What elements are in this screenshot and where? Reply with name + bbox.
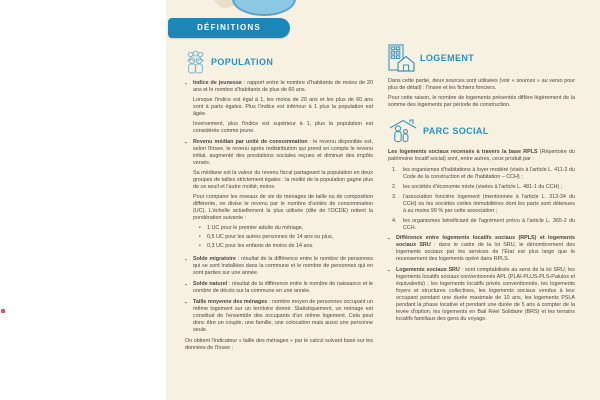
definition-item-logements-sociaux-sru bbox=[388, 267, 575, 323]
numbered-item bbox=[392, 194, 575, 215]
item-number: 3. bbox=[392, 194, 397, 200]
illustration-blue-ellipse bbox=[232, 0, 296, 16]
definition-term: Solde migratoire bbox=[193, 256, 236, 262]
definition-text: : dans le cadre de la loi SRU, le dénombrement des logements sociaux par les services de l'État est plus large que le recensement des logements opéré dans RPLS. bbox=[396, 242, 575, 262]
definition-item-taille-menages bbox=[185, 299, 373, 334]
definition-item-indice-jeunesse bbox=[185, 80, 373, 135]
definition-text: : le revenu disponible est, selon l'Insee, le revenu après redistribution qui prend en compte le revenu initial, augmenté des prestations sociales reçues et diminué des impôts versés. bbox=[193, 139, 373, 166]
definition-paragraph: Pour comparer les niveaux de vie de ménages de taille ou de composition différente, on divise le revenu par le nombre d'unités de consommation (UC). L'échelle actuellement la plus utilisée (dite de l'OCDE) retient la pondération suivante : bbox=[193, 194, 373, 221]
item-number: 4. bbox=[392, 218, 397, 224]
definition-item-solde-naturel bbox=[185, 281, 373, 295]
population-section bbox=[185, 50, 373, 352]
sub-bullet-icon: • bbox=[199, 234, 201, 240]
definition-term: Revenu médian par unité de consommation bbox=[193, 139, 308, 145]
logement-title: LOGEMENT bbox=[420, 52, 475, 63]
numbered-item bbox=[392, 184, 575, 191]
taille-menages-footer: On obtient l'indicateur « taille des ménages » par le calcul suivant basé sur les données de l'Insee : bbox=[185, 338, 373, 351]
definition-term: Solde naturel bbox=[193, 281, 228, 287]
bullet-square-icon: ▪ bbox=[388, 236, 390, 241]
numbered-item bbox=[392, 167, 575, 181]
uc-sub-text: 0,3 UC pour les enfants de moins de 14 ans. bbox=[207, 243, 314, 249]
item-number: 1. bbox=[392, 167, 397, 173]
sub-bullet-icon: • bbox=[199, 243, 201, 249]
uc-sub-item bbox=[199, 225, 373, 232]
parc-social-header bbox=[388, 119, 575, 143]
bullet-square-icon: ▪ bbox=[388, 268, 390, 273]
definition-item-solde-migratoire bbox=[185, 256, 373, 277]
logement-paragraph: Dans cette partie, deux sources sont utilisées (voir « sources » au verso pour plus de détail) : l'Insee et les fichiers fonciers. bbox=[388, 78, 575, 91]
item-number: 2. bbox=[392, 184, 397, 190]
uc-sub-item bbox=[199, 243, 373, 250]
definition-term: Logements sociaux SRU bbox=[396, 267, 460, 273]
sub-bullet-icon: • bbox=[199, 225, 201, 231]
definition-item-revenu-median bbox=[185, 139, 373, 252]
definition-text: : rapport entre le nombre d'habitants de moins de 20 ans et le nombre d'habitants de plus de 60 ans. bbox=[193, 80, 374, 93]
parc-social-title: PARC SOCIAL bbox=[423, 125, 489, 136]
uc-sub-item bbox=[199, 234, 373, 241]
bullet-square-icon: ▪ bbox=[185, 140, 187, 145]
definition-paragraph: Lorsque l'indice est égal à 1, les moins de 20 ans et les plus de 60 ans sont à parts égales. Plus l'indice est inférieur à 1 plus la population est âgée. bbox=[193, 97, 373, 117]
item-text: les organismes d'habitations à loyer modéré (visés à l'article L. 411-2 du Code de la construction et de l'habitation – CCH) ; bbox=[403, 167, 575, 180]
definitions-tab: DÉFINITIONS bbox=[168, 18, 290, 38]
parc-social-intro-rest: (Répertoire du patrimoine locatif social) sont, entre autres, ceux produit par : bbox=[388, 149, 575, 162]
definition-term: Différence entre logements locatifs sociaux (RPLS) et logements sociaux SRU bbox=[396, 235, 575, 248]
item-text: l'association foncière logement (mentionnée à l'article L. 313-34 du CCH) ou les sociétés civiles immobilières dont les parts sont détenues à au moins 99 % par cette association ; bbox=[403, 194, 575, 214]
definition-text: : résultat de la différence entre le nombre de naissance et le nombre de décès sur la commune en une année. bbox=[193, 281, 373, 294]
definition-text: : résultat de la différence entre le nombre de personnes qui se sont installées dans la commune et le nombre de personnes qui en sont parties sur une année. bbox=[193, 256, 373, 276]
red-marker bbox=[1, 309, 5, 313]
bullet-square-icon: ▪ bbox=[185, 282, 187, 287]
definition-paragraph: Inversement, plus l'indice est supérieur à 1, plus la population est considérée comme jeune. bbox=[193, 121, 373, 134]
bullet-square-icon: ▪ bbox=[185, 81, 187, 86]
document-page bbox=[166, 0, 600, 400]
logement-header bbox=[388, 44, 575, 72]
bullet-square-icon: ▪ bbox=[185, 300, 187, 305]
definition-term: Taille moyenne des ménages bbox=[193, 299, 268, 305]
parc-social-numbered-list bbox=[388, 167, 575, 232]
definition-text: : sont comptabilisés au sens de la loi SRU, les logements locatifs sociaux conventionnés APL (PLAI-PLUS-PLS-Palulos et équivalents) ; les logements locatifs privés conventionnés, les logements foyers et structures collectives, les logements sociaux vendus à leur occupant pendant une durée maximale de 10 ans, les logements PSLA pendant la phase locative et pendant une durée de 5 ans à compter de la levée d'option, les logements en Bail Réel Solidaire (BRS) et les terrains locatifs familiaux des gens du voyage. bbox=[396, 267, 575, 322]
population-title: POPULATION bbox=[211, 56, 274, 67]
definition-term: Indice de jeunesse bbox=[193, 80, 242, 86]
uc-sub-text: 1 UC pour le premier adulte du ménage, bbox=[207, 225, 304, 231]
definition-item-difference-rpls-sru bbox=[388, 235, 575, 263]
definition-paragraph: Sa médiane est la valeur du revenu fiscal partageant la population en deux groupes de tailles strictement égales : la moitié de la population gagne plus de ce seuil et l'autre moitié, moins. bbox=[193, 170, 373, 190]
logement-icon bbox=[388, 44, 415, 72]
parc-social-intro-bold: Les logements sociaux recensés à travers la base RPLS bbox=[388, 149, 538, 155]
population-header bbox=[185, 50, 373, 74]
logement-section bbox=[388, 44, 575, 327]
parc-social-icon bbox=[388, 119, 418, 143]
uc-sub-text: 0,5 UC pour les autres personnes de 14 ans ou plus, bbox=[207, 234, 334, 240]
item-text: les organismes bénéficiant de l'agrément prévu à l'article L. 365-2 du CCH. bbox=[403, 218, 575, 231]
population-icon bbox=[185, 50, 206, 74]
item-text: les sociétés d'économie mixte (visées à l'article L. 481-1 du CCH) ; bbox=[403, 184, 563, 190]
bullet-square-icon: ▪ bbox=[185, 257, 187, 262]
numbered-item bbox=[392, 218, 575, 232]
logement-paragraph: Pour cette raison, le nombre de logements présentés diffère légèrement de la somme des logements par période de construction. bbox=[388, 95, 575, 108]
definition-text: : nombre moyen de personnes occupant un même logement sur un territoire donné. Statistiquement, un ménage est constitué de l'ensemble des occupants d'un même logement. Cela peut donc être un couple, une famille, une colocation mais aussi une personne seule. bbox=[193, 299, 373, 333]
